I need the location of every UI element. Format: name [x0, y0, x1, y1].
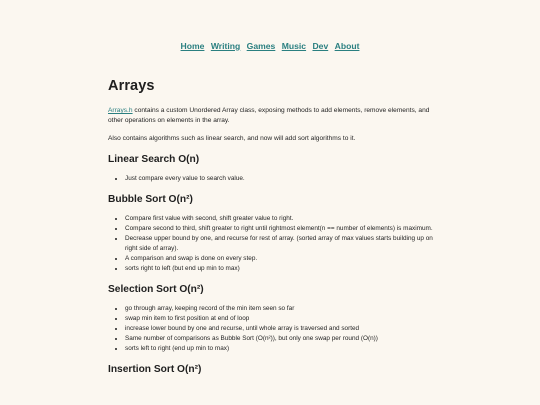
article	[108, 78, 438, 384]
nav-link-home[interactable]: Home	[180, 41, 205, 51]
nav-link-music[interactable]: Music	[281, 41, 307, 51]
list-item: • sorts left to right (end up min to max)	[125, 344, 438, 354]
list-item: • Just compare every value to search value.	[125, 174, 438, 184]
insertion-sort-heading: Insertion Sort O(n²)	[108, 364, 202, 375]
selection-sort-heading: Selection Sort O(n²)	[108, 284, 204, 295]
intro-paragraph	[108, 106, 438, 126]
top-nav	[0, 41, 540, 51]
page-title: Arrays	[108, 78, 155, 94]
bubble-sort-heading: Bubble Sort O(n²)	[108, 194, 193, 205]
intro-text: contains a custom Unordered Array class, exposing methods to add elements, remove elements, and other operations on elements in the array.	[108, 107, 430, 124]
list-item: • Decrease upper bound by one, and recurse for rest of array. (sorted array of max values starts building up on right side of array).	[125, 234, 438, 254]
arrays-h-link[interactable]: Arrays.h	[108, 107, 133, 114]
linear-search-heading: Linear Search O(n)	[108, 154, 200, 165]
nav-link-dev[interactable]: Dev	[312, 41, 329, 51]
selection-sort-list	[108, 304, 438, 354]
intro-paragraph-2: Also contains algorithms such as linear search, and now will add sort algorithms to it.	[108, 135, 356, 142]
list-item: • swap min item to first position at end of loop	[125, 314, 438, 324]
nav-link-games[interactable]: Games	[246, 41, 276, 51]
list-item: • A comparison and swap is done on every step.	[125, 254, 438, 264]
nav-link-writing[interactable]: Writing	[210, 41, 241, 51]
linear-search-list	[108, 174, 438, 184]
list-item: • Compare first value with second, shift greater value to right.	[125, 214, 438, 224]
nav-link-about[interactable]: About	[334, 41, 360, 51]
list-item: • Compare second to third, shift greater to right until rightmost element(n == number of elements) is maximum.	[125, 224, 438, 234]
list-item: • go through array, keeping record of the min item seen so far	[125, 304, 438, 314]
list-item: • increase lower bound by one and recurse, until whole array is traversed and sorted	[125, 324, 438, 334]
bubble-sort-list	[108, 214, 438, 274]
list-item: • Same number of comparisons as Bubble Sort (O(n²)), but only one swap per round (O(n))	[125, 334, 438, 344]
list-item: • sorts right to left (but end up min to max)	[125, 264, 438, 274]
